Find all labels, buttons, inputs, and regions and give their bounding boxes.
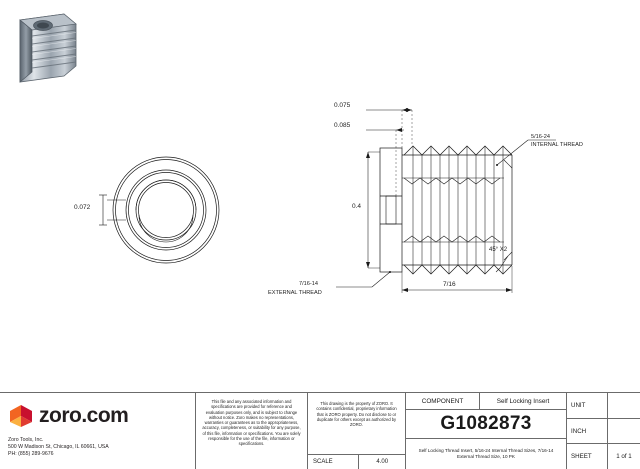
title-block <box>0 392 640 469</box>
sheet-value: 1 of 1 <box>607 444 640 469</box>
zoro-wordmark-text: zoro <box>39 404 82 427</box>
legal-note-cell <box>196 393 308 469</box>
description-text: Self Locking Thread Insert, 5/16-24 Internal Thread Sizes, 7/16-14 External Thread Size, 10 PK <box>418 447 554 459</box>
component-value: Self Locking Insert <box>496 397 550 405</box>
description-row <box>406 439 566 469</box>
dim-0085: 0.085 <box>334 122 351 129</box>
dim-chamfer-45: 45° X2 <box>489 247 508 253</box>
inch-row <box>567 419 640 445</box>
sku-row <box>406 410 566 439</box>
dim-04: 0.4 <box>352 203 362 210</box>
unit-label: UNIT <box>571 401 586 409</box>
dim-front-0072: 0.072 <box>74 204 91 211</box>
company-address: 500 W Madison St, Chicago, IL 60661, USA <box>8 444 109 450</box>
brand-address <box>8 437 187 458</box>
scale-value: 4.00 <box>358 455 405 469</box>
brand-cell <box>0 393 196 469</box>
company-phone: PH: (855) 289-9676 <box>8 451 54 457</box>
unit-row <box>567 393 640 419</box>
callout-external-thread-text: EXTERNAL THREAD <box>268 290 322 296</box>
unit-value <box>607 393 640 418</box>
scale-label: SCALE <box>313 459 333 465</box>
zoro-wordmark-suffix: .com <box>81 404 129 427</box>
callout-external-thread-size: 7/16-14 <box>299 281 318 287</box>
zoro-logo <box>8 403 187 429</box>
dim-716-length: 7/16 <box>443 281 456 288</box>
zoro-wordmark <box>39 404 128 428</box>
component-label: COMPONENT <box>406 393 480 409</box>
callout-internal-thread-text: INTERNAL THREAD <box>531 142 583 148</box>
zoro-mark-icon <box>8 403 34 429</box>
legal-note-text: This file and any associated information and specifications are provided for reference and evaluation purposes only, and is subject to change without notice. Zoro makes no representations, warranties or guarantees as to the appropriateness, accuracy, completeness, or suitability for any purpose, of this file, information or specifications. You are solely responsible for the use of the file, information or specifications. <box>202 399 301 447</box>
confidential-text-wrap <box>308 393 405 454</box>
callout-internal-thread-size: 5/16-24 <box>531 134 550 140</box>
units-cell <box>566 393 640 469</box>
sku-value: G1082873 <box>440 413 532 434</box>
confidential-cell <box>308 393 406 469</box>
component-row <box>406 393 566 410</box>
inch-value <box>607 419 640 444</box>
confidential-note-text: This drawing is the property of ZORO. It contains confidential, proprietary information that is ZORO property. Do not disclose to or duplicate for others except as authorized by ZORO. <box>316 401 397 428</box>
sheet-label: SHEET <box>571 453 592 461</box>
main-info-cell <box>406 393 566 469</box>
sheet-row <box>567 444 640 469</box>
scale-row <box>308 454 405 469</box>
dim-0075: 0.075 <box>334 102 351 109</box>
inch-label: INCH <box>571 427 587 435</box>
company-name: Zoro Tools, Inc. <box>8 437 44 443</box>
